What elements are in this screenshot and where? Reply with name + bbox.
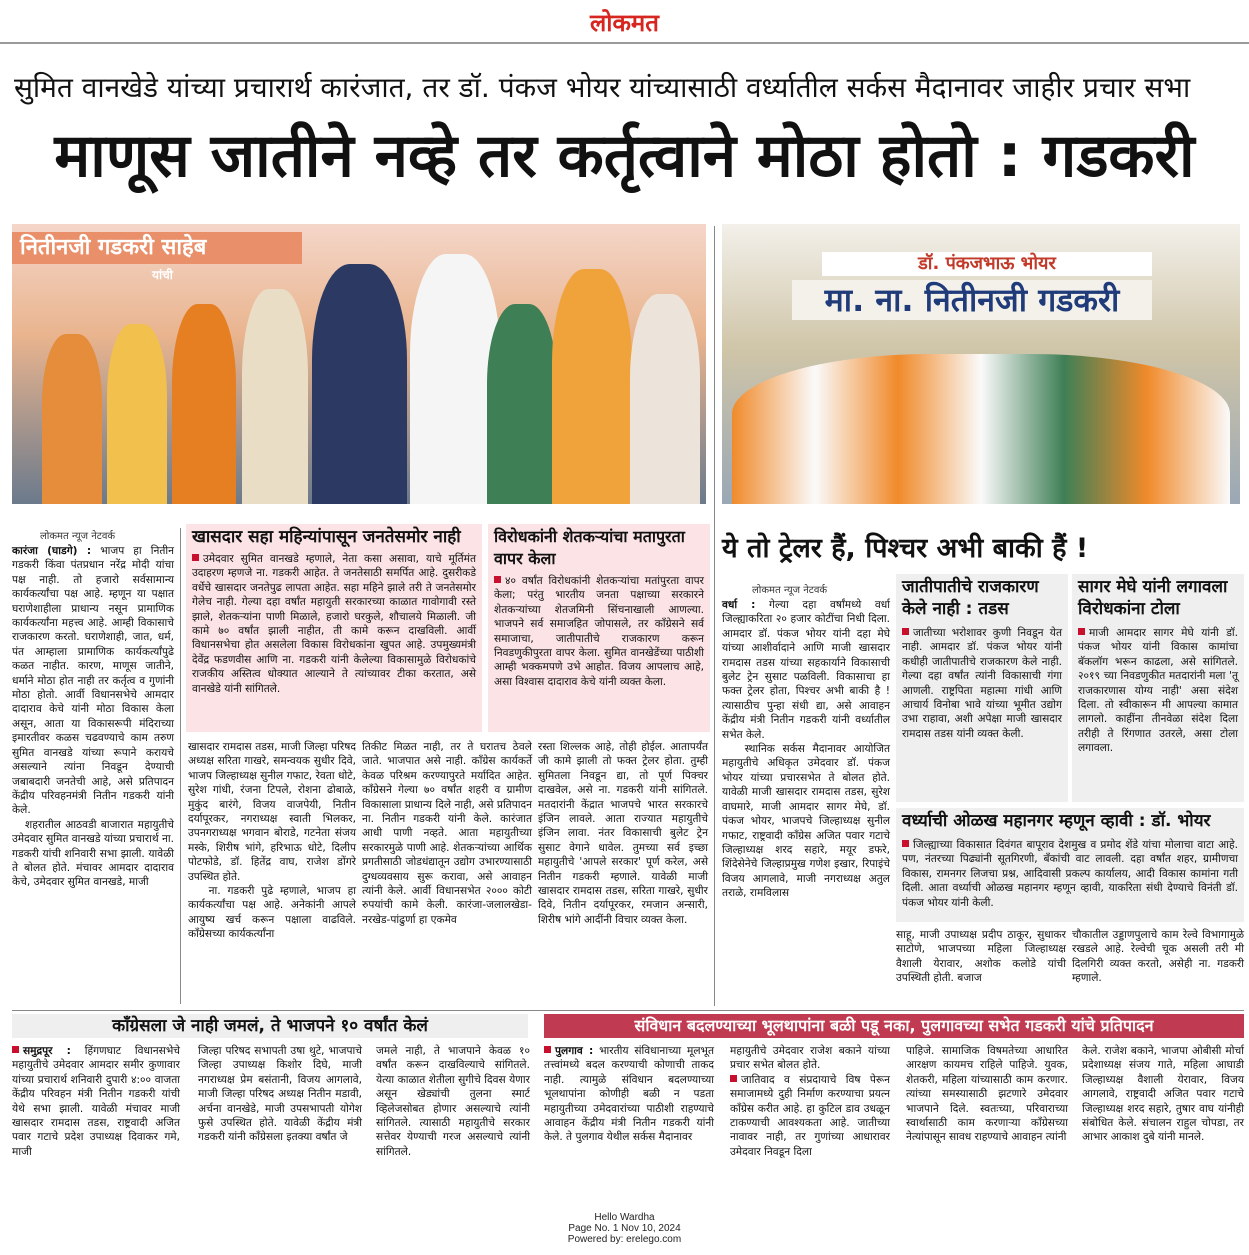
story-text: भाजप हा नितीन गडकरी किंवा पंतप्रधान नरेंद्र मोदी यांचा पक्ष नाही. तो हजारो सर्वसामान्य कार्यकर्त्यांचा पक्ष आहे. म्हणून या पक्षात घराणेशाहीला प्राधान्य नसून प्रामाणिक कार्यकर्त्यांना महत्त्व आहे. आम्ही विकासाचे राजकारण करतो. घराणेशाही, जात, धर्म, पंत आम्हाला प्रामाणिक कार्यकर्त्यांपुढे कळत नाहीत. कारण, माणूस जातीने, धर्माने मोठा होत नाही तर कर्तृत्व व गुणांनी मोठा होतो. आर्वी विधानसभेचे आमदार दादाराव केचे यांनी मोठा विकास केला असून, आता या विकासरूपी मंदिराच्या इमारतीवर कळस चढवण्याचे काम तरुण सुमित वानखडे यांच्या रूपाने करायचे असल्याने त्यांना निवडून देण्याची जबाबदारी जनतेची आहे, असे प्रतिपादन केंद्रीय परिवहनमंत्री नितीन गडकरी यांनी केले.	[12, 545, 175, 817]
photo-banner-sub: यांची	[152, 268, 173, 282]
bottom-left-col2: जिल्हा परिषद सभापती उषा थुटे, भाजपाचे जिल्हा उपाध्यक्ष किशोर दिघे, माजी नगराध्यक्ष प्रेम बसंतानी, विजय आगलावे, माजी जिल्हा परिषद अध्यक्ष नितीन मडावी, अर्चना वानखेडे, माजी उपसभापती योगेश फुसे उपस्थित होते. यावेळी केंद्रीय मंत्री गडकरी यांनी काँग्रेसला इतक्या वर्षांत जे	[198, 1045, 362, 1144]
box-caste	[896, 574, 1068, 802]
story-left-col1	[12, 544, 174, 1004]
box-text	[488, 572, 710, 728]
dateline: कारंजा (घाडगे) :	[12, 545, 92, 557]
story-text: स्थानिक सर्कस मैदानावर आयोजित महायुतीचे अधिकृत उमेदवार डॉ. पंकज भोयर यांच्या प्रचारसभेत ते बोलत होते. यावेळी माजी खासदार रामदास तडस, सुरेश वाघमारे, माजी आमदार सागर मेघे, डॉ. पंकज भोयर, भाजपचे जिल्हाध्यक्ष सुनील गफाट, राष्ट्रवादी काँग्रेस अजित पवार गटाचे जिल्हाध्यक्ष शरद सहारे, मयूर डफरे, शिंदेसेनेचे जिल्हाप्रमुख गणेश इखार, रिपाइंचे विजय आगलावे, माजी नगराध्यक्ष अतुल तराळे, रामविलास	[722, 743, 891, 900]
story-text: गेल्या दहा वर्षांमध्ये वर्धा जिल्ह्याकरिता २० हजार कोटींचा निधी दिला. आमदार डॉ. पंकज भोयर यांनी दहा मेघे यांच्या आशीर्वादाने आणि माजी खासदार रामदास तडस यांच्या सहकार्याने विकासाची बुलेट ट्रेन सुसाट पळविली. विकासाचा हा फक्त ट्रेलर होता, पिश्चर अभी बाकी है ! त्यासाठीच पुन्हा संधी द्या, असे आवाहन केंद्रीय मंत्री नितीन गडकरी यांनी वर्ध्यातील सभेत केले.	[722, 599, 890, 741]
box-title: सागर मेघे यांनी लगावला विरोधकांना टोला	[1078, 577, 1228, 619]
box-title: खासदार सहा महिन्यांपासून जनतेसमोर नाही	[192, 527, 461, 547]
photo-banner-text: नितीनजी गडकरी साहेब	[20, 235, 207, 260]
story-left-col3: तिकीट मिळत नाही, तर ते घरातच ठेवले जाते. भाजपात असे नाही. काँग्रेस कार्यकर्ते केवळ परिश्रम करण्यापुरते मर्यादित आहेत. काँग्रेसने गेल्या ७० वर्षांत शहरी व ग्रामीण विकासाला प्राधान्य दिले नाही, असे प्रतिपादन ना. नितीन गडकरी यांनी केले. कारंजात आधी पाणी नव्हते. आता महायुतीच्या सरकारमुळे पाणी आहे. शेतकऱ्यांच्या आर्थिक प्रगतीसाठी जोडधंद्यातून उद्योग उभारण्यासाठी दुग्धव्यवसाय सुरू करावा, असे आवाहन त्यांनी केले. आर्वी विधानसभेत २००० कोटी रुपयांची कामे केली. कारंजा-जलालखेडा-नरखेड-पांढुर्णा हा एकमेव	[362, 741, 532, 926]
story-right-col3: चौकातील उड्डाणपुलाचे काम रेल्वे विभागामुळे रखडले आहे. रेल्वेची चूक असली तरी मी दिलगिरी व्यक्त करतो, असेही ना. गडकरी म्हणाले.	[1072, 929, 1244, 985]
box-body: उमेदवार सुमित वानखडे म्हणाले, नेता कसा असावा, याचे मूर्तिमंत उदाहरण म्हणजे ना. गडकरी आहेत. ते जनतेसाठी समर्पित आहे. दुसरीकडे वर्धेचे खासदार जनतेपुढ लापता आहेत. सहा महिने झाले तरी ते जनतेसमोर गेलेच नाही. गेल्या दहा वर्षांत महायुती सरकारच्या काळात गावोगावी रस्ते झाले, शेतकऱ्यांना पाणी मिळाले, हजारो घरकुले, शौचालये मिळाली. जी कामे ७० वर्षांत झाली नाहीत, ती कामे करून दाखविली. आर्वी विधानसभेचा होत असलेला विकास विरोधकांना खुपत आहे. उपमुख्यमंत्री देवेंद्र फडणवीस आणि ना. गडकरी यांनी केलेल्या विकासामुळे विरोधकांचे राजकीय अस्तित्व धोक्यात आल्याने ते त्यांच्यावर टीका करतात, असे वानखेडे यांनी सांगितले.	[192, 553, 476, 695]
story-right-headline: ये तो ट्रेलर हैं, पिश्चर अभी बाकी हैं !	[722, 533, 1089, 564]
photo-karanja-rally	[12, 224, 706, 504]
box-title: जातीपातीचे राजकारण केले नाही : तडस	[902, 577, 1039, 619]
story-text: ना. गडकरी पुढे म्हणाले, भाजप हा कार्यकर्त्यांचा पक्ष आहे. अनेकांनी आपले आयुष्य खर्च करून पक्षाला वाढविले. काँग्रेसच्या कार्यकर्त्यांना	[188, 885, 356, 941]
bottom-right-col4: केले. राजेश बकाने, भाजपा ओबीसी मोर्चा प्रदेशाध्यक्ष संजय गाते, महिला आघाडी जिल्हाध्यक्ष वैशाली येरावार, विजय आगलावे, राष्ट्रवादी अजित पवार गटाचे जिल्हाध्यक्ष शरद सहारे, तुषार वाघ यांनीही संबोधित केले. संचालन राहुल चोपडा, तर आभार आकाश दुबे यांनी मानले.	[1082, 1045, 1244, 1144]
dateline: समुद्रपूर :	[23, 1045, 71, 1057]
photo-banner-gadkari: मा. ना. नितीनजी गडकरी	[792, 280, 1152, 320]
story-text: महायुतीचे उमेदवार राजेश बकाने यांच्या प्रचार सभेत बोलत होते.	[730, 1045, 890, 1072]
dateline: पुलगाव :	[555, 1045, 594, 1057]
box-body: माजी आमदार सागर मेघे यांनी डॉ. पंकज भोयर यांनी विकास कामांचा बॅकलॉग भरून काढला, असे सांगितले. २०१९ च्या निवडणुकीत मतदारांनी मला 'तू राजकारणास योग्य नाही' असा संदेश दिला. तो स्वीकारून मी आपल्या कामात लागलो. काहींना तीनवेळा संदेश दिला तरीही ते रिंगणात उतरले, असा टोला लगावला.	[1078, 627, 1238, 755]
bullet-icon	[192, 554, 199, 561]
photo-banner-bhoyar: डॉ. पंकजभाऊ भोयर	[822, 252, 1152, 276]
box-body: जिल्ह्याच्या विकासात दिवंगत बापूराव देशमुख व प्रमोद शेंडे यांचा मोलाचा वाटा आहे. पण, नंतरच्या पिढ्यांनी सूतगिरणी, बँकांची वाट लावली. दहा वर्षांत शहर, ग्रामीणचा विकास, रामनगर लिजचा प्रश्न, आदिवासी प्रकल्प कार्यालय, आदी विकास कामांना गती दिली. आता वर्ध्याची ओळख महानगर म्हणून व्हावी, याकरिता संधी देण्याचे विनंती डॉ. पंकज भोयर यांनी केली.	[902, 839, 1238, 909]
box-sagar	[1072, 574, 1244, 802]
box-text	[186, 550, 482, 728]
box-title: विरोधकांनी शेतकऱ्यांचा मतापुरता वापर केला	[494, 527, 685, 568]
bullet-icon	[730, 1075, 737, 1082]
story-right-col1	[722, 598, 891, 900]
box-body: ४० वर्षांत विरोधकांनी शेतकऱ्यांचा मतांपुरता वापर केला; परंतु भारतीय जनता पक्षाच्या सरकारने शेतकऱ्यांच्या शेतजमिनी सिंचनाखाली आणल्या. भाजपने सर्व समाजहित जोपासले, तर काँग्रेसने सर्व समाजाचा, जातीपातीचे राजकारण करून निवडणुकीपुरता वापर केला. सुमित वानखेडेंच्या पाठीशी आम्ही भक्कमपणे उभे आहोत. विजय आपलाच आहे, असा विश्वास दादाराव केचे यांनी व्यक्त केला.	[494, 575, 704, 688]
photo-person	[552, 269, 632, 504]
photo-person	[487, 304, 557, 504]
byline-left: लोकमत न्यूज नेटवर्क	[40, 531, 116, 542]
bullet-icon	[902, 628, 909, 635]
photo-person	[172, 304, 236, 504]
section-rule	[12, 1010, 1244, 1011]
footer-page-date: Page No. 1 Nov 10, 2024	[568, 1223, 681, 1234]
story-text: भारतीय संविधानाच्या मूलभूत तत्त्वांमध्ये बदल करण्याची कोणाची ताकद नाही. त्यामुळे संविधान बदलण्याच्या भूलथापांना कोणीही बळी न पडता महायुतीच्या उमेदवारांच्या पाठीशी राहण्याचे आवाहन केंद्रीय मंत्री नितीन गडकरी यांनी केले. ते पुलगाव येथील सर्कस मैदानावर	[544, 1045, 714, 1144]
box-text	[1072, 622, 1244, 798]
bullet-icon	[494, 576, 501, 583]
story-text: खासदार रामदास तडस, माजी जिल्हा परिषद अध्यक्ष सरिता गाखरे, समन्वयक सुधीर दिवे, भाजप जिल्हाध्यक्ष सुनील गफाट, रेवता धोटे, सुरेश गांधी, रंजना टिपले, रोशना ढोबाळे, मुकुंद बारंगे, विजय वाजपेयी, नितीन दर्यापूरकर, नगराध्यक्ष स्वाती भिलकर, उपनगराध्यक्ष भगवान बोराडे, गटनेता संजय मस्के, शिरीष भांगे, हरिभाऊ धोटे, दिलीप पोटफोडे, डॉ. हितेंद्र वाघ, राजेश डोंगरे उपस्थित होते.	[188, 741, 356, 883]
story-text: शहरातील आठवडी बाजारात महायुतीचे उमेदवार सुमित वानखडे यांच्या प्रचारार्थ ना. गडकरी यांची शनिवारी सभा झाली. यावेळी ते बोलत होते. मंचावर आमदार दादाराव केचे, उमेदवार सुमित वानखडे, माजी	[12, 818, 175, 889]
masthead-logo: लोकमत	[590, 8, 659, 37]
bullet-icon	[1078, 628, 1085, 635]
bottom-right-title: संविधान बदलण्याच्या भूलथापांना बळी पडू नका, पुलगावच्या सभेत गडकरी यांचे प्रतिपादन	[544, 1014, 1244, 1038]
footer-edition: Hello Wardha	[594, 1212, 655, 1223]
story-right-col2: साहू, माजी उपाध्यक्ष प्रदीप ठाकूर, सुधाकर साटोणे, भाजपच्या महिला जिल्हाध्यक्ष वैशाली येरावार, अशोक कलोडे यांची उपस्थिती होती. बजाज	[896, 929, 1066, 985]
bottom-right-col3: पाहिजे. सामाजिक विषमतेच्या आधारित आरक्षण कायमच राहिले पाहिजे. युवक, शेतकरी, महिला यांच्यासाठी काम करणार. त्यांच्या समस्यासाठी झटणारे उमेदवार भाजपाने दिले. स्वतःच्या, परिवाराच्या स्वार्थासाठी काम करणाऱ्या काँग्रेसच्या नेत्यांपासून सावध राहण्याचे आवाहन त्यांनी	[906, 1045, 1068, 1144]
photo-person	[242, 289, 308, 504]
dateline: वर्धा :	[722, 599, 756, 611]
bullet-icon	[544, 1046, 551, 1053]
column-divider	[180, 528, 181, 1004]
photo-person	[42, 334, 102, 504]
photo-wardha-rally	[722, 224, 1240, 504]
byline-right: लोकमत न्यूज नेटवर्क	[752, 585, 828, 596]
box-title: वर्ध्याची ओळख महानगर म्हणून व्हावी : डॉ. भोयर	[902, 811, 1211, 831]
photo-person	[107, 324, 167, 504]
box-text	[896, 622, 1068, 798]
bottom-left-col3: जमले नाही, ते भाजपाने केवळ १० वर्षांत करून दाखविल्याचे सांगितले. येत्या काळात शेतीला सुगीचे दिवस येणार असून खेड्यांची तुलना स्मार्ट व्हिलेजसोबत होणार असल्याचे त्यांनी सांगितले. त्यासाठी महायुतीचे सरकार सत्तेवर येण्याची गरज असल्याचे त्यांनी सांगितले.	[376, 1045, 530, 1158]
box-text	[896, 834, 1244, 920]
footer-powered-by: Powered by: erelego.com	[567, 1234, 682, 1245]
story-text: जातिवाद व संप्रदायाचे विष पेरून समाजामध्ये दुही निर्माण करण्याचा प्रयत्न काँग्रेस करीत आहे. हा कुटिल डाव उधळून टाकण्याची आवश्यकता आहे. जातीच्या नावावर नाही, तर गुणांच्या आधारावर उमेदवार निवडून दिला	[730, 1073, 890, 1158]
story-left-col2	[188, 740, 356, 1004]
box-opposition	[488, 524, 710, 732]
photo-crowd	[732, 354, 1230, 504]
story-text: हिंगणघाट विधानसभेचे महायुतीचे उमेदवार आमदार समीर कुणावार यांच्या प्रचारार्थ शनिवारी दुपारी ४:०० वाजता केंद्रीय परिवहन मंत्री नितीन गडकरी यांची येथे सभा झाली. यावेळी मंचावर माजी खासदार रामदास तडस, राष्ट्रवादी अजित पवार गटाचे प्रदेश उपाध्यक्ष दिवाकर गमे, माजी	[12, 1045, 180, 1158]
page-footer	[0, 1212, 1249, 1245]
headline-main: माणूस जातीने नव्हे तर कर्तृत्वाने मोठा होतो : गडकरी	[54, 121, 1195, 191]
box-mp	[186, 524, 482, 732]
bullet-icon	[902, 840, 909, 847]
bullet-icon	[12, 1046, 19, 1053]
box-metro	[896, 808, 1244, 922]
bottom-left-title: काँग्रेसला जे नाही जमलं, ते भाजपने १० वर्षांत केलं	[12, 1014, 528, 1038]
bottom-left-col1	[12, 1044, 180, 1194]
bottom-right-col1	[544, 1044, 714, 1194]
headline-kicker: सुमित वानखेडे यांच्या प्रचारार्थ कारंजात, तर डॉ. पंकज भोयर यांच्यासाठी वर्ध्यातील सर्कस मैदानावर जाहीर प्रचार सभा	[14, 71, 1191, 104]
column-divider	[714, 226, 715, 1006]
photo-person	[630, 294, 700, 504]
box-body: जातीच्या भरोशावर कुणी निवडून येत नाही. आमदार डॉ. पंकज भोयर यांनी कधीही जातीपातीचे राजकारण केले नाही. गेल्या दहा वर्षांत त्यांनी विकासाची गंगा आणली. राष्ट्रपिता महात्मा गांधी आणि आचार्य विनोबा भावे यांच्या भूमीत उद्योग उभा राहावा, अशी अपेक्षा माजी खासदार रामदास तडस यांनी व्यक्त केली.	[902, 627, 1062, 740]
photo-banner-gadkari	[12, 232, 302, 264]
masthead-rule	[0, 42, 1249, 44]
story-left-col4: रस्ता शिल्लक आहे, तोही होईल. आतापर्यंत जी कामे झाली तो फक्त ट्रेलर होता. तुम्ही सुमितला निवडून द्या, तो पूर्ण पिक्चर दाखवेल, असे ना. गडकरी यांनी सांगितले. मतदारांनी केंद्रात भाजपचे भारत सरकारचे इंजिन लावले. आता राज्यात महायुतीचे इंजिन लावा. नंतर विकासाची बुलेट ट्रेन सुसाट वेगाने धावेल. तुमच्या सर्व इच्छा महायुतीचे 'आपले सरकार' पूर्ण करेल, असे नितीन गडकरी म्हणाले. यावेळी माजी खासदार रामदास तडस, सरिता गाखरे, सुधीर दिवे, नितीन दर्यापूरकर, रमजान अन्सारी, शिरीष भांगे आदींनी विचार व्यक्त केला.	[538, 741, 708, 926]
photo-person	[312, 264, 407, 504]
bottom-right-col2	[730, 1044, 890, 1194]
